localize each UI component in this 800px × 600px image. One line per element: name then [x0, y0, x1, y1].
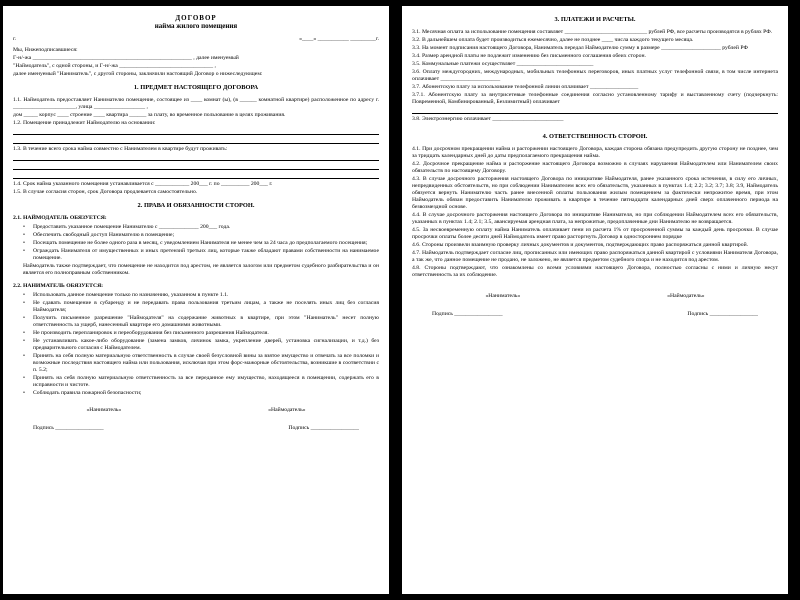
clause-3-7-1: 3.7.1. Абонентскую плату за внутрисетевые телефонные соединения согласно установленному тарифу и выставленному счету (подчеркнуть: Повременной, Комбинированный, Безлимитный) оплачивает [412, 92, 778, 105]
blank-line [13, 172, 379, 179]
signature-labels [13, 407, 379, 414]
blank-line [13, 163, 379, 170]
contract-page-left [3, 6, 389, 594]
blank-line [412, 107, 778, 114]
clause-4-1: 4.1. При досрочном прекращении найма и расторжении настоящего Договора, каждая сторона обязана предупредить другую сторону не позднее, чем за тридцать календарных дней до даты предполагаемого прекращения найма. [412, 146, 778, 159]
clause-4-4: 4.4. В случае досрочного расторжения настоящего Договора по инициативе Нанимателя, но при соблюдении Наймодателем всех его обязательств, указанных в пунктах 1.4; 2.1; 3.5, авансируемая арендная плата, за непрожитые, предоплаченные дни Нанимателю не возвращается. [412, 212, 778, 225]
landlord-label: «Наймодатель» [268, 407, 306, 413]
list-item: • Принять на себя полную материальную ответственность в случае своей безусловной вины за взятое имущество и отвечать за все поломки и возможные последствия настоящего найма или пользования, исключая при этом форс-мажорные обстоятельства, возникшие в соответствии с п. 5.2; [33, 353, 379, 374]
list-item: • Посещать помещение не более одного раза в месяц, с уведомлением Нанимателя не менее чем за 24 часа до предполагаемого посещения; [33, 240, 379, 247]
clause-4-2: 4.2. Досрочное прекращение найма и расторжение настоящего Договора возможно в случаях нарушения Наймодателем или Нанимателем своих обязательств по настоящему Договору. [412, 161, 778, 174]
tenant-label: «Наниматель» [485, 293, 521, 299]
city-field: г. [13, 36, 17, 42]
signature-lines [412, 311, 778, 318]
signature-lines [13, 425, 379, 432]
clause-1-1-cont: дом _____ корпус ____ строение ____ квартира ______ за плату, во временное пользование в целях проживания. [13, 112, 286, 118]
tenant-obligations-list [13, 292, 379, 397]
clause-4-7: 4.7. Наймодатель подтверждает согласие лиц, прописанных или имеющих право распоряжаться данной квартирой с условиями Нанимателя Договора, а так же, что данное помещение не продано, не заложено, не является предметом судебного спора и не находится под арестом. [412, 250, 778, 263]
clause-2-1-note: Наймодатель также подтверждает, что помещение не находится под арестом, не является залогом или предметом судебного разбирательства и он является его полноправным собственником. [23, 263, 379, 276]
clause-4-3: 4.3. В случае досрочного расторжения настоящего Договора по инициативе Наймодателя, ранее указанного срока истечения, в силу его личных, непредвиденных обстоятельств, но при соблюдении Нанимателем всех его обязательств, указанных в пунктах 1.4; 2.2; 3.2; 3.7; 3.8; 3.9, Наймодатель обязуется вернуть Нанимателю часть ранее внесенной оплаты пользования жилым помещением за фактически непрожитое время, при этом Наймодатель обязан предоставить Нанимателю проживать в квартире в течение пятнадцати календарных дней сверх оплаченного периода на безвозмездной основе. [412, 176, 778, 210]
contract-page-right [402, 6, 788, 594]
blank-line [13, 154, 379, 161]
section-1-title: 1. ПРЕДМЕТ НАСТОЯЩЕГО ДОГОВОРА [133, 84, 259, 91]
clause-3-7: 3.7. Абонентскую плату за использование телефонной линии оплачивает _________________ [412, 84, 639, 90]
list-item: • Не производить перепланировок и переоборудования без письменного разрешения Наймодателя. [33, 330, 379, 337]
list-item: • Принять на себя полную материальную ответственность за все переданное ему имущество, находящееся в помещении, содержать его в исправности и чистоте. [33, 375, 379, 389]
clause-1-1: 1.1. Наймодатель предоставляет Нанимателю помещение, состоящее из ____ комнат (ы), (в ______ комнатной квартире) расположенное по адресу г. ______________________, улица __________________ , [13, 97, 379, 110]
clause-3-3: 3.3. На момент подписания настоящего Договора, Наниматель передал Наймодателю сумму в размере _____________________ рублей РФ [412, 45, 748, 51]
list-item: • Использовать данное помещение только по назначению, указанном в пункте 1.1. [33, 292, 379, 299]
tenant-signature-line: Подпись _________________ [33, 425, 104, 431]
clause-3-1: 3.1. Месячная оплата за использование помещения составляет _____________________________ рублей РФ, все расчеты производятся в рублях РФ. [412, 29, 773, 35]
clause-3-8: 3.8. Электроэнергию оплачивает _________________________ [412, 116, 564, 122]
tenant-signature-line: Подпись _________________ [432, 311, 503, 317]
list-item: • Соблюдать правила пожарной безопасности; [33, 390, 379, 397]
list-item: • Не устанавливать какое-либо оборудование (замена замков, личинок замка, укрепление дверей, установка сигнализации, и т.д.) без предварительного согласия с Наймодателем. [33, 338, 379, 352]
tenant-label: «Наниматель» [86, 407, 122, 413]
clause-4-8: 4.8. Стороны подтверждают, что ознакомлены со всеми условиями настоящего Договора, полностью согласны с ними и личную несут ответственность за их соблюдение. [412, 265, 778, 278]
clause-1-3: 1.3. В течение всего срока найма совместно с Нанимателем в квартире будут проживать: [13, 146, 228, 152]
landlord-label: «Наймодатель» [667, 293, 705, 299]
clause-1-2: 1.2. Помещение принадлежит Наймодателю на основании: [13, 120, 156, 126]
list-item: • Получить письменное разрешение "Наймодателя" на содержание животных в квартире, при этом "Наниматель" несет полную ответственность за ущерб, нанесенный квартире его домашними животными. [33, 315, 379, 329]
section-2-title: 2. ПРАВА И ОБЯЗАННОСТИ СТОРОН. [137, 202, 255, 209]
intro-line: Мы, Нижеподписавшиеся: [13, 47, 78, 53]
document-title: ДОГОВОР [175, 14, 217, 22]
clause-3-5: 3.5. Коммунальные платежи осуществляет ___________________________ [412, 61, 594, 67]
clause-4-6: 4.6. Стороны произвели взаимную проверку личных документов и документов, подтверждающих право распоряжаться данной квартирой. [412, 242, 749, 248]
landlord-signature-line: Подпись _________________ [687, 311, 758, 317]
clause-3-4: 3.4. Размер арендной платы не подлежит изменению без письменного соглашения обеих сторон. [412, 53, 646, 59]
landlord-signature-line: Подпись _________________ [288, 425, 359, 431]
date-field: «____» ___________ _________г. [299, 36, 379, 42]
clause-3-6: 3.6. Оплату междугородних, международных, мобильных телефонных переговоров, иных платных услуг телефонной связи, в том числе интернета оплачивает _____________________ [412, 69, 778, 82]
clause-4-5: 4.5. За несвоевременную оплату найма Наниматель оплачивает пени из расчета 1% от просроченной суммы за каждый день просрочки. В случае просрочки оплаты более десяти дней Наймодатель имеет право расторгнуть Договор в одностороннем порядке [412, 227, 778, 240]
clause-3-2: 3.2. В дальнейшем оплата будет производиться ежемесячно, далее не позднее ____ числа каждого текущего месяца. [412, 37, 694, 43]
clause-1-4: 1.4. Срок найма указанного помещения устанавливается с ____________ 200___ г. по __________ 200___ г. [13, 181, 273, 187]
intro-line: далее именуемый "Наниматель", с другой стороны, заключили настоящий Договор о нижеследующем: [13, 71, 263, 77]
landlord-obligations-list [13, 224, 379, 262]
list-item: • Предоставить указанное помещение Нанимателю с ______________ 200___ года. [33, 224, 379, 231]
blank-line [13, 128, 379, 135]
section-3-title: 3. ПЛАТЕЖИ И РАСЧЕТЫ. [554, 16, 636, 23]
intro-line: Г-н/-жа ________________________________________________________ , далее именуемый [13, 55, 239, 61]
intro-line: "Наймодатель", с одной стороны, и Г-н/-жа _________________________________ , [13, 63, 216, 69]
document-subtitle: найма жилого помещения [154, 22, 238, 30]
intro-block [13, 47, 379, 78]
list-item: • Ограждать Нанимателя от имущественных и иных претензий третьих лиц, которые также обладают правами собственности на нанимаемое помещение. [33, 248, 379, 262]
date-line [13, 36, 379, 43]
blank-line [13, 137, 379, 144]
list-item: • Обеспечить свободный доступ Нанимателю в помещение; [33, 232, 379, 239]
clause-2-1-label: 2.1. НАЙМОДАТЕЛЬ ОБЯЗУЕТСЯ: [13, 215, 107, 221]
list-item: • Не сдавать помещение в субаренду и не передавать права пользования третьим лицам, а также не поселять иных лиц без согласия Наймодателя; [33, 300, 379, 314]
clause-2-2-label: 2.2. НАНИМАТЕЛЬ ОБЯЗУЕТСЯ: [13, 283, 104, 289]
clause-1-5: 1.5. В случае согласия сторон, срок Договора продлевается самостоятельно. [13, 189, 198, 195]
section-4-title: 4. ОТВЕТСТВЕННОСТЬ СТОРОН. [542, 133, 648, 140]
signature-labels [412, 293, 778, 300]
